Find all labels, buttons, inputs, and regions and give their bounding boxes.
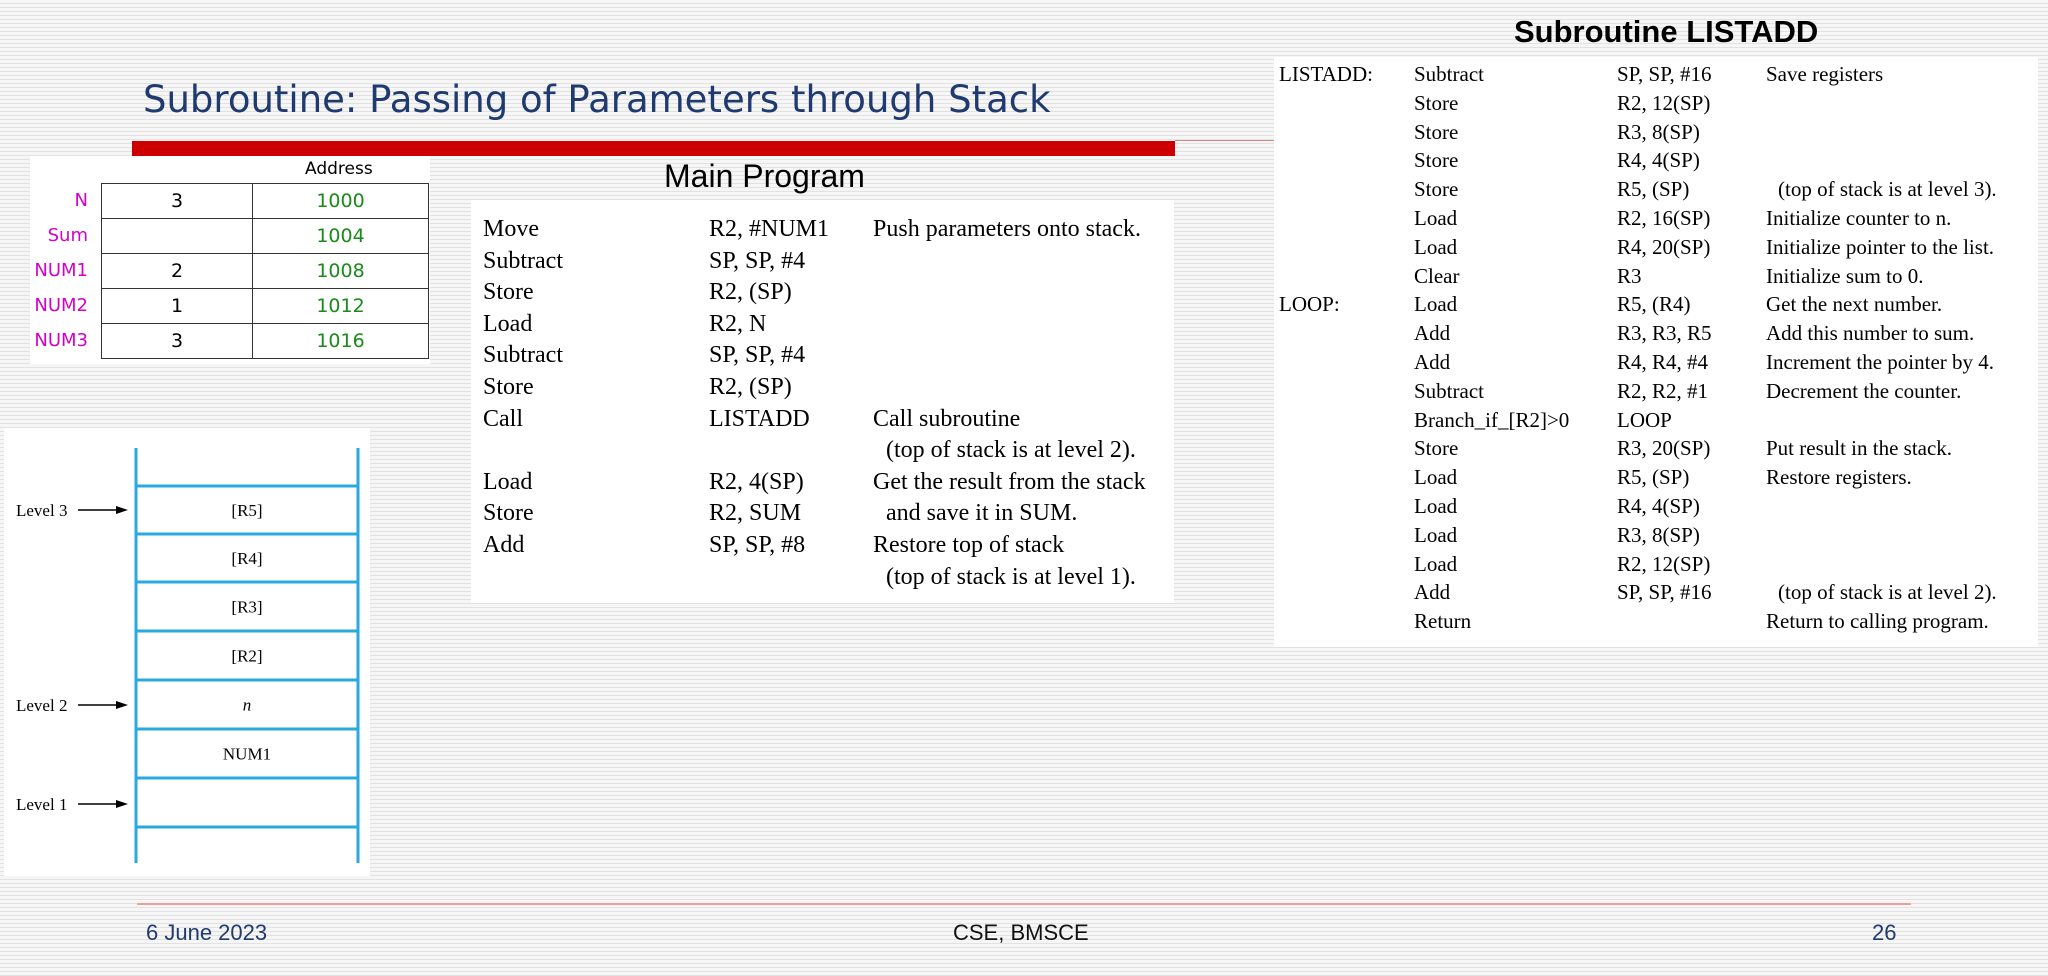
sub-code-args: R4, 4(SP) (1617, 494, 1700, 518)
main-code-comment: (top of stack is at level 1). (886, 563, 1136, 590)
sub-code-args: R3 (1617, 263, 1642, 288)
memory-address-header: Address (305, 159, 373, 179)
sub-code-op: Store (1414, 148, 1459, 173)
sub-code-label: LISTADD: (1279, 62, 1373, 86)
sub-code-op: Add (1414, 350, 1451, 374)
stack-level-label: Level 3 (16, 501, 68, 520)
main-code-op: Store (483, 279, 534, 306)
sub-code-args: R4, 20(SP) (1617, 234, 1711, 259)
sub-code-op: Load (1414, 206, 1458, 230)
memory-label: NUM1 (34, 260, 88, 281)
stack-level-label: Level 2 (16, 696, 68, 715)
memory-label: N (74, 190, 88, 211)
memory-value (102, 219, 253, 254)
memory-value: 2 (102, 254, 253, 289)
footer-date: 6 June 2023 (146, 920, 268, 945)
sub-code-op: Store (1414, 436, 1459, 461)
sub-code-comment: (top of stack is at level 3). (1778, 177, 1997, 202)
sub-code-args: R2, 12(SP) (1617, 90, 1711, 115)
level-arrow-icon (116, 506, 128, 514)
level-arrow-icon (116, 800, 128, 808)
sub-code-args: R3, 8(SP) (1617, 522, 1700, 547)
sub-code-op: Load (1414, 465, 1458, 490)
stack-cell-text: [R4] (231, 549, 263, 568)
main-program-panel (471, 200, 1174, 603)
sub-code-comment: Get the next number. (1766, 292, 1943, 317)
main-code-op: Call (483, 405, 523, 432)
main-code-op: Move (483, 216, 539, 242)
sub-code-op: Load (1414, 494, 1458, 518)
memory-label: Sum (47, 225, 88, 246)
footer-divider (137, 903, 1911, 905)
memory-row (102, 289, 429, 324)
memory-label: NUM2 (34, 295, 88, 316)
memory-row (102, 219, 429, 254)
memory-address: 1000 (253, 184, 429, 219)
sub-code-args: R4, R4, #4 (1617, 350, 1709, 374)
stack-level-label: Level 1 (16, 795, 68, 814)
stack-diagram (4, 428, 370, 876)
sub-code-args: R5, (SP) (1617, 177, 1690, 202)
sub-code-args: R3, 20(SP) (1617, 436, 1711, 461)
main-code-args: SP, SP, #4 (709, 247, 806, 274)
sub-code-comment: Decrement the counter. (1766, 378, 1962, 403)
main-code-op: Subtract (483, 247, 563, 274)
sub-code-op: Load (1414, 234, 1458, 259)
main-code-comment: Push parameters onto stack. (873, 216, 1141, 242)
main-code-comment: Restore top of stack (873, 532, 1065, 558)
stack-cell-text: NUM1 (222, 744, 272, 764)
sub-code-comment: Initialize counter to n. (1766, 206, 1952, 230)
memory-value: 3 (102, 184, 253, 219)
subroutine-heading: Subroutine LISTADD (1514, 14, 1819, 49)
sub-code-op: Load (1414, 292, 1458, 317)
title-underline-thin (1175, 140, 1275, 141)
sub-code-op: Store (1414, 119, 1459, 144)
memory-value: 1 (102, 289, 253, 324)
level-arrow-icon (116, 701, 128, 709)
sub-code-op: Add (1414, 580, 1451, 605)
sub-code-op: Store (1414, 177, 1459, 202)
stack-cell-text: [R3] (231, 597, 263, 617)
memory-label: NUM3 (34, 330, 88, 351)
slide-title: Subroutine: Passing of Parameters through Stack (143, 78, 1051, 121)
memory-row (102, 254, 429, 289)
main-code-args: SP, SP, #4 (709, 342, 806, 369)
sub-code-comment: Initialize sum to 0. (1766, 263, 1924, 288)
main-code-args: SP, SP, #8 (709, 532, 806, 558)
main-code-op: Subtract (483, 342, 563, 369)
main-code-op: Store (483, 500, 534, 527)
sub-code-comment: Save registers (1766, 62, 1884, 86)
sub-code-op: Load (1414, 522, 1458, 547)
sub-code-comment: Return to calling program. (1766, 609, 1989, 634)
memory-address: 1008 (253, 254, 429, 289)
sub-code-label: LOOP: (1279, 292, 1340, 317)
memory-value: 3 (102, 324, 253, 359)
sub-code-args: SP, SP, #16 (1617, 580, 1712, 605)
stack-cell-text: n (242, 695, 252, 715)
sub-code-op: Store (1414, 90, 1459, 115)
sub-code-op: Branch_if_[R2]>0 (1414, 407, 1570, 432)
sub-code-comment: Increment the pointer by 4. (1766, 350, 1995, 374)
stack-cell-text: [R5] (231, 501, 263, 520)
main-code-comment: (top of stack is at level 2). (886, 437, 1136, 464)
main-code-op: Store (483, 374, 534, 400)
title-underline-bar (132, 141, 1175, 156)
sub-code-args: R3, R3, R5 (1617, 321, 1712, 346)
sub-code-op: Subtract (1414, 378, 1484, 403)
sub-code-args: SP, SP, #16 (1617, 62, 1712, 86)
memory-table (101, 183, 429, 359)
sub-code-args: R5, (R4) (1617, 292, 1691, 317)
sub-code-comment: (top of stack is at level 2). (1778, 580, 1997, 605)
main-code-comment: Call subroutine (873, 405, 1021, 432)
main-code-args: R2, N (709, 310, 767, 337)
sub-code-args: R4, 4(SP) (1617, 148, 1700, 173)
main-code-op: Load (483, 310, 533, 337)
main-program-heading: Main Program (664, 158, 865, 194)
main-code-comment: Get the result from the stack (873, 468, 1146, 495)
footer-page-number: 26 (1872, 920, 1897, 945)
sub-code-comment: Restore registers. (1766, 465, 1912, 490)
sub-code-op: Clear (1414, 263, 1460, 288)
sub-code-comment: Add this number to sum. (1766, 321, 1975, 346)
sub-code-args: LOOP (1617, 407, 1672, 432)
sub-code-args: R2, R2, #1 (1617, 378, 1709, 403)
main-code-op: Add (483, 532, 525, 558)
memory-row (102, 324, 429, 359)
sub-code-comment: Initialize pointer to the list. (1766, 234, 1995, 259)
memory-address: 1016 (253, 324, 429, 359)
footer-organization: CSE, BMSCE (953, 920, 1089, 945)
main-code-args: R2, 4(SP) (709, 468, 804, 495)
sub-code-args: R5, (SP) (1617, 465, 1690, 490)
main-code-op: Load (483, 468, 533, 495)
sub-code-args: R3, 8(SP) (1617, 119, 1700, 144)
sub-code-op: Load (1414, 551, 1458, 576)
main-code-args: LISTADD (709, 405, 810, 432)
sub-code-args: R2, 16(SP) (1617, 206, 1711, 230)
memory-address: 1004 (253, 219, 429, 254)
sub-code-op: Subtract (1414, 62, 1484, 86)
stack-cell-text: [R2] (231, 646, 263, 666)
main-code-comment: and save it in SUM. (886, 500, 1078, 527)
sub-code-op: Add (1414, 321, 1451, 346)
main-code-args: R2, (SP) (709, 279, 792, 306)
main-code-args: R2, #NUM1 (709, 216, 830, 242)
sub-code-args: R2, 12(SP) (1617, 551, 1711, 576)
main-code-args: R2, (SP) (709, 374, 792, 400)
memory-address: 1012 (253, 289, 429, 324)
main-code-args: R2, SUM (709, 500, 802, 527)
sub-code-op: Return (1414, 609, 1472, 634)
memory-row (102, 184, 429, 219)
sub-code-comment: Put result in the stack. (1766, 436, 1953, 461)
